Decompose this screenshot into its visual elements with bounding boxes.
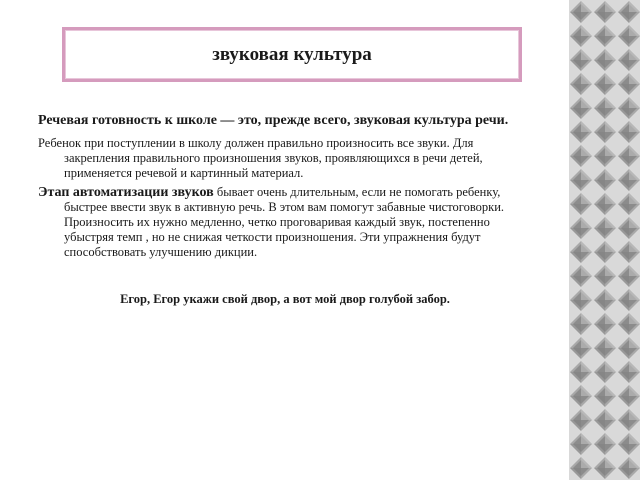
tongue-twister: Егор, Егор укажи свой двор, а вот мой двор голубой забор. bbox=[120, 292, 450, 306]
diamond-pattern-strip bbox=[569, 0, 640, 480]
automation-text: бывает очень длительным, если не помогать ребенку, быстрее ввести звук в активную речь. В этом вам помогут забавные чистоговорки. Произносить их нужно медленно, четко проговаривая каждый звук, постепенно убыстряя темп , но не снижая четкости произношения. Эти упражнения будут способствовать улучшению дикции. bbox=[64, 185, 505, 259]
lead-paragraph: Речевая готовность к школе — это, прежде всего, звуковая культура речи. bbox=[38, 113, 509, 128]
title-box bbox=[62, 27, 522, 82]
automation-paragraph bbox=[38, 185, 538, 260]
slide-title: звуковая культура bbox=[212, 43, 372, 65]
requirement-paragraph: Ребенок при поступлении в школу должен правильно произносить все звуки. Для закрепления правильного произношения звуков, проявляющихся в речи детей, применяется речевой и картинный материал. bbox=[38, 136, 483, 180]
slide-body bbox=[38, 112, 538, 260]
diamond-pattern-icon bbox=[569, 0, 640, 480]
automation-heading: Этап автоматизации звуков bbox=[38, 185, 214, 200]
